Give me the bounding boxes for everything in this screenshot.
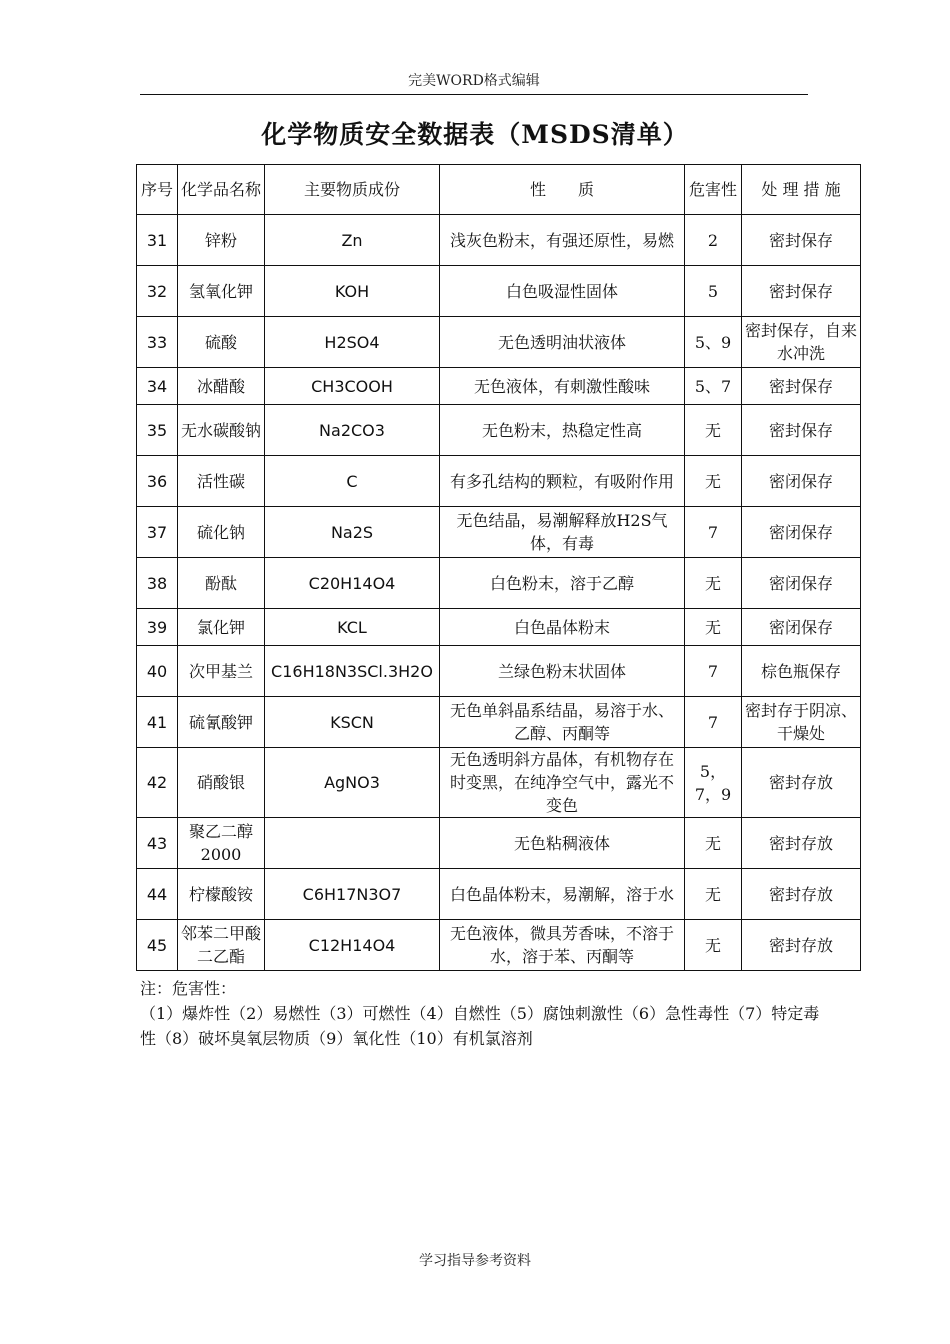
cell-no: 34	[137, 368, 178, 405]
cell-formula: KOH	[265, 266, 440, 317]
cell-formula: KSCN	[265, 697, 440, 748]
cell-name: 硫氰酸钾	[178, 697, 265, 748]
cell-no: 37	[137, 507, 178, 558]
cell-hazard: 无	[685, 920, 742, 971]
cell-no: 39	[137, 609, 178, 646]
cell-hazard: 7	[685, 507, 742, 558]
cell-no: 36	[137, 456, 178, 507]
cell-hazard: 无	[685, 558, 742, 609]
cell-property: 兰绿色粉末状固体	[440, 646, 685, 697]
cell-formula: Zn	[265, 215, 440, 266]
cell-property: 无色透明斜方晶体，有机物存在时变黑，在纯净空气中，露光不变色	[440, 748, 685, 818]
cell-name: 氢氧化钾	[178, 266, 265, 317]
cell-formula: Na2CO3	[265, 405, 440, 456]
cell-no: 44	[137, 869, 178, 920]
cell-name: 邻苯二甲酸二乙酯	[178, 920, 265, 971]
cell-hazard: 无	[685, 405, 742, 456]
cell-formula: C	[265, 456, 440, 507]
cell-no: 43	[137, 818, 178, 869]
cell-name: 硝酸银	[178, 748, 265, 818]
cell-property: 白色晶体粉末	[440, 609, 685, 646]
cell-name: 硫化钠	[178, 507, 265, 558]
cell-hazard: 5	[685, 266, 742, 317]
cell-no: 45	[137, 920, 178, 971]
cell-hazard: 5、7	[685, 368, 742, 405]
table-row	[137, 266, 861, 317]
cell-formula: AgNO3	[265, 748, 440, 818]
cell-property: 无色液体，微具芳香味，不溶于水，溶于苯、丙酮等	[440, 920, 685, 971]
cell-no: 31	[137, 215, 178, 266]
cell-treatment: 密封保存	[742, 405, 861, 456]
table-row	[137, 818, 861, 869]
page-header: 完美WORD格式编辑	[140, 70, 808, 95]
cell-formula: CH3COOH	[265, 368, 440, 405]
cell-property: 无色液体，有刺激性酸味	[440, 368, 685, 405]
cell-hazard: 2	[685, 215, 742, 266]
cell-property: 无色粉末，热稳定性高	[440, 405, 685, 456]
cell-property: 有多孔结构的颗粒，有吸附作用	[440, 456, 685, 507]
cell-treatment: 密封保存，自来水冲洗	[742, 317, 861, 368]
cell-formula: H2SO4	[265, 317, 440, 368]
cell-name: 锌粉	[178, 215, 265, 266]
table-row	[137, 215, 861, 266]
cell-property: 白色粉末，溶于乙醇	[440, 558, 685, 609]
table-row	[137, 748, 861, 818]
header-property: 性 质	[440, 165, 685, 215]
cell-hazard: 7	[685, 646, 742, 697]
cell-treatment: 密封存放	[742, 920, 861, 971]
cell-no: 41	[137, 697, 178, 748]
cell-treatment: 密封保存	[742, 266, 861, 317]
cell-formula: C20H14O4	[265, 558, 440, 609]
cell-name: 柠檬酸铵	[178, 869, 265, 920]
table-row	[137, 507, 861, 558]
table-row	[137, 920, 861, 971]
cell-formula: C6H17N3O7	[265, 869, 440, 920]
cell-property: 浅灰色粉末，有强还原性，易燃	[440, 215, 685, 266]
cell-name: 活性碳	[178, 456, 265, 507]
cell-property: 无色透明油状液体	[440, 317, 685, 368]
cell-name: 冰醋酸	[178, 368, 265, 405]
cell-name: 硫酸	[178, 317, 265, 368]
cell-treatment: 密闭保存	[742, 456, 861, 507]
cell-hazard: 无	[685, 869, 742, 920]
cell-formula: C16H18N3SCl.3H2O	[265, 646, 440, 697]
cell-no: 33	[137, 317, 178, 368]
cell-formula: C12H14O4	[265, 920, 440, 971]
cell-treatment: 密封保存	[742, 368, 861, 405]
table-row	[137, 456, 861, 507]
header-no: 序号	[137, 165, 178, 215]
cell-property: 无色结晶，易潮解释放H2S气体，有毒	[440, 507, 685, 558]
document-title: 化学物质安全数据表（MSDS清单）	[261, 120, 689, 149]
cell-hazard: 7	[685, 697, 742, 748]
table-row	[137, 697, 861, 748]
cell-name: 次甲基兰	[178, 646, 265, 697]
cell-hazard: 5，7，9	[685, 748, 742, 818]
cell-no: 40	[137, 646, 178, 697]
notes-legend: （1）爆炸性（2）易燃性（3）可燃性（4）自燃性（5）腐蚀刺激性（6）急性毒性（7）特定毒性（8）破坏臭氧层物质（9）氧化性（10）有机氯溶剂	[140, 1004, 820, 1048]
cell-treatment: 密封保存	[742, 215, 861, 266]
cell-property: 无色单斜晶系结晶，易溶于水、乙醇、丙酮等	[440, 697, 685, 748]
cell-property: 白色晶体粉末，易潮解，溶于水	[440, 869, 685, 920]
header-hazard: 危害性	[685, 165, 742, 215]
table-row	[137, 317, 861, 368]
table-row	[137, 869, 861, 920]
hazard-notes	[140, 976, 820, 1051]
cell-hazard: 无	[685, 818, 742, 869]
cell-hazard: 无	[685, 609, 742, 646]
cell-formula: Na2S	[265, 507, 440, 558]
table-row	[137, 609, 861, 646]
cell-treatment: 密闭保存	[742, 507, 861, 558]
cell-no: 38	[137, 558, 178, 609]
cell-treatment: 密封存于阴凉、干燥处	[742, 697, 861, 748]
cell-treatment: 密封存放	[742, 818, 861, 869]
table-row	[137, 368, 861, 405]
table-row	[137, 405, 861, 456]
header-treatment: 处 理 措 施	[742, 165, 861, 215]
cell-hazard: 5、9	[685, 317, 742, 368]
cell-name: 聚乙二醇2000	[178, 818, 265, 869]
cell-treatment: 密封存放	[742, 869, 861, 920]
cell-name: 酚酞	[178, 558, 265, 609]
cell-treatment: 密闭保存	[742, 558, 861, 609]
page-footer: 学习指导参考资料	[419, 1253, 531, 1269]
cell-treatment: 棕色瓶保存	[742, 646, 861, 697]
cell-formula	[265, 818, 440, 869]
msds-table	[136, 164, 861, 971]
cell-name: 氯化钾	[178, 609, 265, 646]
cell-hazard: 无	[685, 456, 742, 507]
cell-no: 35	[137, 405, 178, 456]
cell-no: 42	[137, 748, 178, 818]
table-row	[137, 558, 861, 609]
cell-property: 白色吸湿性固体	[440, 266, 685, 317]
cell-formula: KCL	[265, 609, 440, 646]
cell-treatment: 密封存放	[742, 748, 861, 818]
notes-heading: 注：危害性：	[140, 979, 237, 998]
cell-no: 32	[137, 266, 178, 317]
cell-property: 无色粘稠液体	[440, 818, 685, 869]
table-header-row	[137, 165, 861, 215]
cell-name: 无水碳酸钠	[178, 405, 265, 456]
header-composition: 主要物质成份	[265, 165, 440, 215]
table-row	[137, 646, 861, 697]
cell-treatment: 密闭保存	[742, 609, 861, 646]
header-name: 化学品名称	[178, 165, 265, 215]
